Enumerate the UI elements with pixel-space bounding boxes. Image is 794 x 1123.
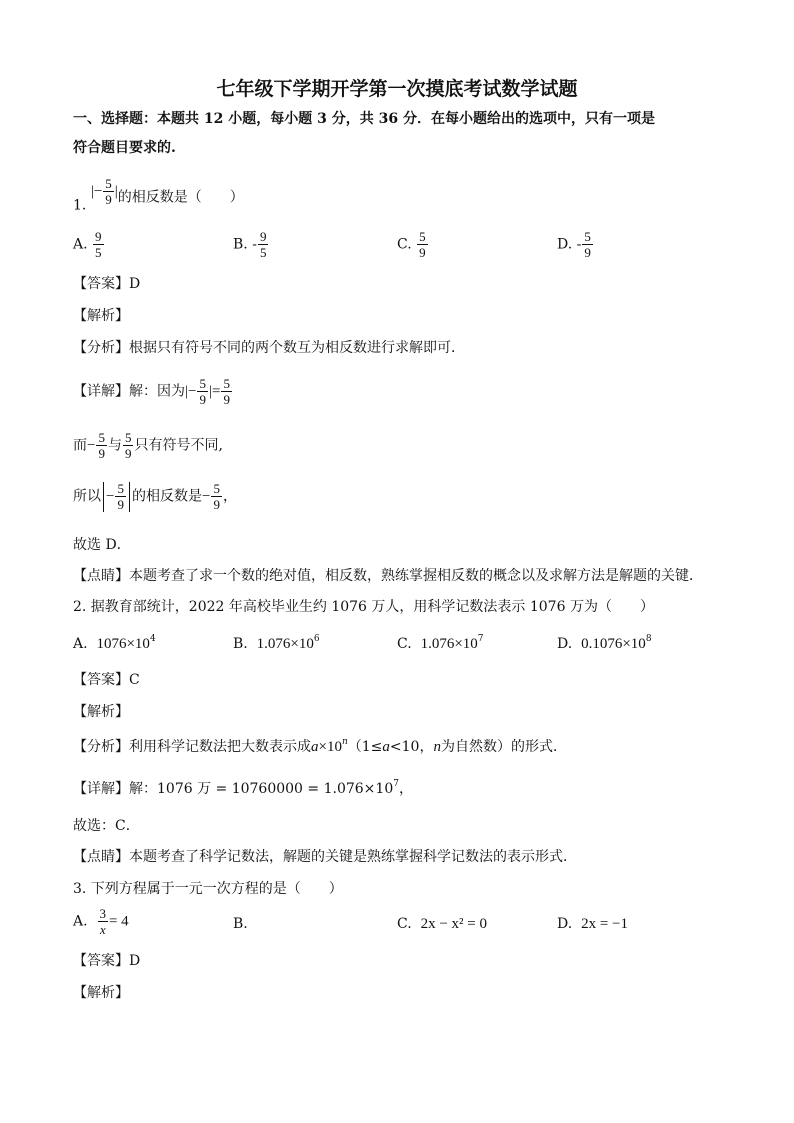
q1-guxuan: 故选 D． <box>73 537 131 553</box>
q2-option-d[interactable]: D. $0.1076\times 10^8$ <box>557 634 652 652</box>
q1-number: 1. <box>73 197 87 214</box>
q1-stem: 1. |− $\frac{5}{9}$ |的相反数是（ ） <box>73 176 244 214</box>
q2-option-b[interactable]: B. $1.076\times 10^6$ <box>233 634 320 652</box>
q3-option-d[interactable]: D. 2x = −1 <box>557 916 629 932</box>
q2-option-a[interactable]: A. $1076\times 10^4$ <box>73 634 156 652</box>
q1-stem-fraction: $\frac{5}{9}$ <box>105 176 112 207</box>
q3-answer: 【答案】D <box>73 953 141 969</box>
q2-option-c[interactable]: C. $1.076\times 10^7$ <box>397 634 484 652</box>
q1-fenxi: 【分析】根据只有符号不同的两个数互为相反数进行求解即可． <box>73 340 465 356</box>
q1-answer: 【答案】D <box>73 276 141 292</box>
q1-line-er: 而− $\frac{5}{9}$ 与 $\frac{5}{9}$ 只有符号不同, <box>73 430 223 461</box>
q1-dianjing: 【点睛】本题考查了求一个数的绝对值，相反数，熟练掌握相反数的概念以及求解方法是解题的关键． <box>73 568 703 584</box>
q1-line-suoyi: 所以 − $\frac{5}{9}$ 的相反数是− $\frac{5}{9}$ ， <box>73 481 237 512</box>
q1-option-c[interactable]: C. $\frac{5}{9}$ <box>397 229 426 260</box>
q1-stem-tail: 的相反数是（ ） <box>117 189 244 206</box>
q1-xiangjie: 【详解】解：因为|− $\frac{5}{9}$ |= $\frac{5}{9}$ <box>73 376 230 407</box>
q2-answer: 【答案】C <box>73 672 140 688</box>
q3-analysis-heading: 【解析】 <box>73 985 129 1001</box>
q2-fenxi: 【分析】利用科学记数法把大数表示成$a\times 10^n(1\le a<10$，n为自然数）的形式． <box>73 737 567 755</box>
section-instruction-line2: 符合题目要求的. <box>73 140 176 156</box>
q1-option-a[interactable]: A. $\frac{9}{5}$ <box>73 229 102 260</box>
q3-option-b[interactable]: B. <box>233 916 248 932</box>
q2-stem: 2. 据教育部统计，2022 年高校毕业生约 1076 万人，用科学记数法表示 1076 万为（ ） <box>73 599 654 615</box>
q2-xiangjie: 【详解】解：1076 万 = $10760000 = 1.076\times 10^7$， <box>73 779 413 797</box>
q1-option-b[interactable]: B. - $\frac{9}{5}$ <box>233 229 267 260</box>
section-instruction-line1: 一、选择题：本题共 12 小题，每小题 3 分，共 36 分．在每小题给出的选项中，只有一项是 <box>73 111 655 127</box>
q2-dianjing: 【点睛】本题考查了科学记数法，解题的关键是熟练掌握科学记数法的表示形式． <box>73 849 577 865</box>
q3-option-c[interactable]: C. 2x − x² = 0 <box>397 916 487 932</box>
q1-option-d[interactable]: D. - $\frac{5}{9}$ <box>557 229 591 260</box>
page-title: 七年级下学期开学第一次摸底考试数学试题 <box>216 78 578 100</box>
q3-option-a[interactable]: A. $\frac{3}{x}$ = 4 <box>73 906 129 937</box>
q2-analysis-heading: 【解析】 <box>73 704 129 720</box>
q1-analysis-heading: 【解析】 <box>73 308 129 324</box>
q2-guxuan: 故选：C． <box>73 818 140 834</box>
q3-stem: 3. 下列方程属于一元一次方程的是（ ） <box>73 881 343 897</box>
